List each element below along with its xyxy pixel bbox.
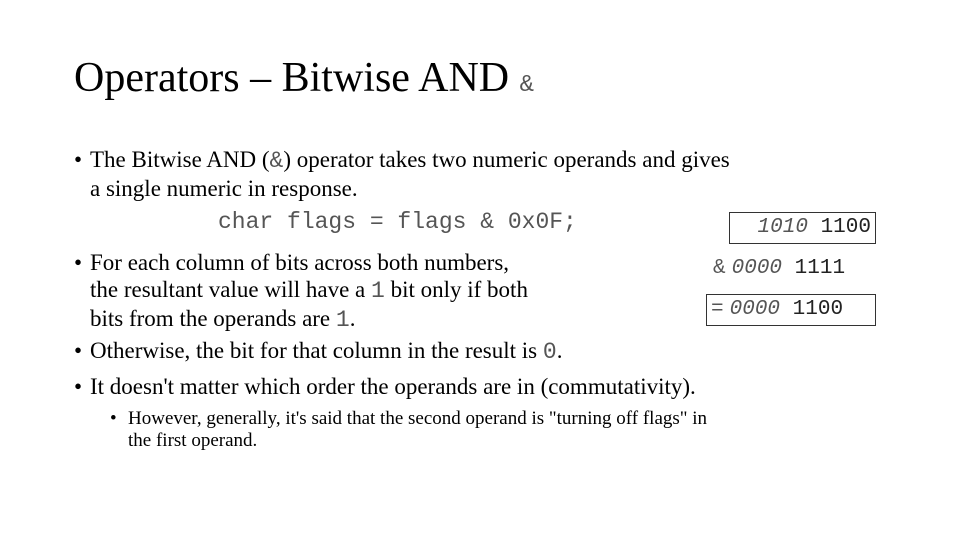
bullet-2 bbox=[74, 249, 528, 334]
bullet-marker: • bbox=[74, 147, 83, 172]
bullet-marker: • bbox=[110, 408, 117, 429]
bullet-2-line3-code: 1 bbox=[335, 307, 350, 333]
bit-row3-high: 0000 bbox=[729, 298, 781, 321]
title-symbol: & bbox=[519, 72, 535, 99]
bullet-2-line2-pre: the resultant value will have a bbox=[90, 277, 372, 302]
sub-bullet bbox=[110, 408, 707, 452]
bit-row2-low: 1111 bbox=[794, 257, 846, 280]
bullet-2-line3 bbox=[74, 305, 528, 334]
bullet-3 bbox=[74, 337, 562, 366]
bullet-marker: • bbox=[74, 250, 83, 275]
bullet-2-line3-post: . bbox=[349, 306, 356, 331]
bit-row1-high: 1010 bbox=[757, 216, 808, 239]
bullet-2-line3-pre: bits from the operands are bbox=[90, 306, 336, 331]
bit-row2-operator: & bbox=[713, 257, 726, 280]
bit-row2-high: 0000 bbox=[731, 257, 783, 280]
bullet-1-line2: a single numeric in response. bbox=[90, 176, 358, 201]
bullet-3-pre: Otherwise, the bit for that column in the result is bbox=[90, 338, 543, 363]
slide-title bbox=[74, 52, 534, 112]
bullet-1-code: & bbox=[269, 148, 284, 174]
bit-row-result bbox=[706, 294, 876, 326]
bullet-1-post: ) operator takes two numeric operands and gives bbox=[283, 147, 730, 172]
bullet-marker: • bbox=[74, 374, 83, 399]
title-text: Operators – Bitwise AND bbox=[74, 55, 510, 101]
bullet-4 bbox=[74, 373, 696, 400]
sub-bullet-line1: However, generally, it's said that the second operand is "turning off flags" in bbox=[128, 408, 708, 429]
bullet-3-code: 0 bbox=[542, 339, 557, 365]
bullet-2-line2 bbox=[74, 276, 528, 305]
bit-row1-low: 1100 bbox=[820, 216, 871, 239]
bit-row-operand1 bbox=[729, 212, 876, 244]
bit-row-operand2 bbox=[713, 254, 845, 284]
bullet-4-text: It doesn't matter which order the operands are in (commutativity). bbox=[90, 374, 696, 399]
sub-bullet-line2: the first operand. bbox=[128, 430, 258, 451]
bullet-3-post: . bbox=[556, 338, 563, 363]
bit-row3-operator: = bbox=[711, 298, 724, 321]
bullet-2-line1: For each column of bits across both numbers, bbox=[90, 250, 510, 275]
bullet-2-line2-post: bit only if both bbox=[384, 277, 528, 302]
code-example: char flags = flags & 0x0F; bbox=[218, 209, 577, 235]
bullet-1-pre: The Bitwise AND ( bbox=[90, 147, 270, 172]
bullet-2-line2-code: 1 bbox=[371, 278, 385, 304]
bullet-1 bbox=[74, 146, 730, 202]
bullet-marker: • bbox=[74, 338, 83, 363]
bit-row3-low: 1100 bbox=[792, 298, 844, 321]
